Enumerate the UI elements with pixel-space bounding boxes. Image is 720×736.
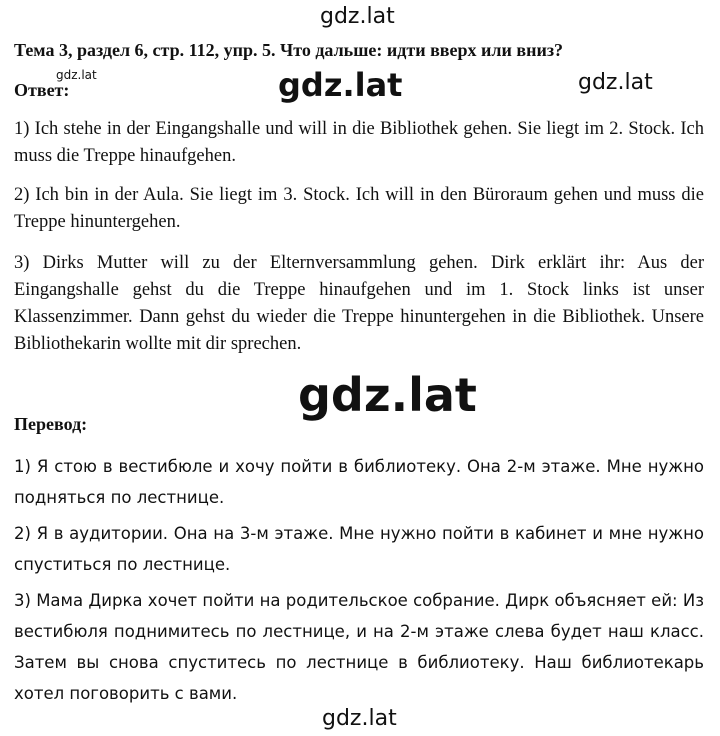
watermark-large: gdz.lat: [298, 368, 477, 422]
translation-paragraph-1: 1) Я стою в вестибюле и хочу пойти в библиотеку. Она 2-м этаже. Мне нужно подняться по лестнице.: [14, 457, 704, 507]
watermark-bottom: gdz.lat: [322, 706, 397, 731]
answer-paragraph-3: 3) Dirks Mutter will zu der Elternversammlung gehen. Dirk erklärt ihr: Aus der Eingangshalle gehst du die Treppe hinaufgehen und im 1. Stock links ist unser Klassenzimmer. Dann gehst du wieder die Treppe hinuntergehen in die Bibliothek. Unsere Bibliothekarin wollte mit dir sprechen.: [14, 253, 704, 354]
translation-paragraph-3: 3) Мама Дирка хочет пойти на родительское собрание. Дирк объясняет ей: Из вестибюля поднимитесь по лестнице, и на 2-м этаже слева будет наш класс. Затем вы снова спуститесь по лестнице в библиотеку. Наш библиотекарь хотел поговорить с вами.: [14, 591, 704, 703]
answer-paragraph-1: 1) Ich stehe in der Eingangshalle und will in die Bibliothek gehen. Sie liegt im 2. Stock. Ich muss die Treppe hinaufgehen.: [14, 119, 704, 166]
translation-label: Перевод:: [14, 414, 88, 434]
exercise-title: Тема 3, раздел 6, стр. 112, упр. 5. Что дальше: идти вверх или вниз?: [14, 40, 564, 60]
answer-label: Ответ:: [14, 80, 70, 100]
watermark-right: gdz.lat: [578, 70, 653, 95]
watermark-bold: gdz.lat: [278, 66, 403, 104]
watermark-top: gdz.lat: [320, 4, 395, 29]
watermark-small: gdz.lat: [56, 68, 97, 82]
translation-paragraph-2: 2) Я в аудитории. Она на 3-м этаже. Мне нужно пойти в кабинет и мне нужно спуститься по лестнице.: [14, 524, 704, 574]
answer-paragraph-2: 2) Ich bin in der Aula. Sie liegt im 3. Stock. Ich will in den Büroraum gehen und muss die Treppe hinuntergehen.: [14, 185, 704, 232]
